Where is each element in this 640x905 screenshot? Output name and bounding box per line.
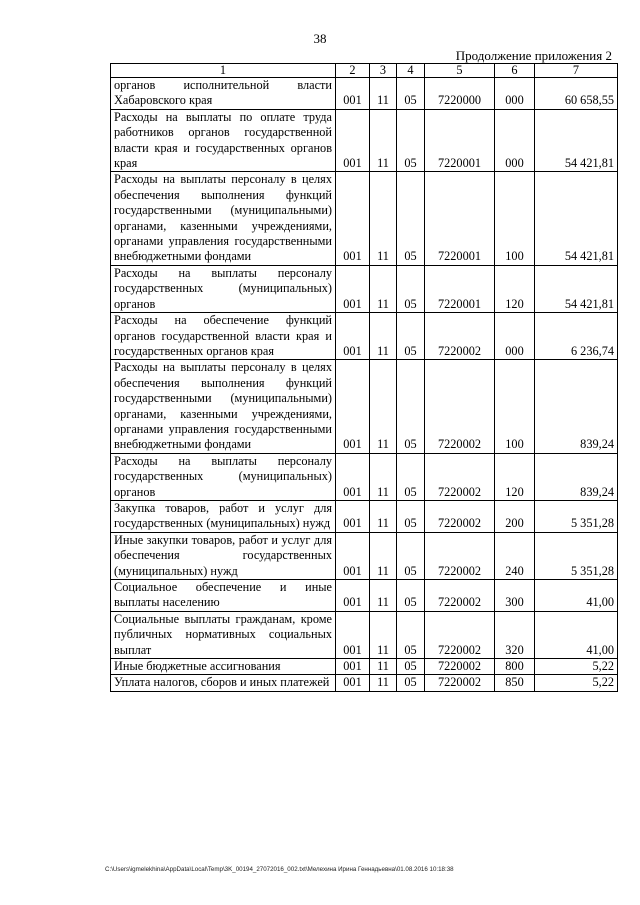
row-expense-type: 000 (495, 78, 535, 110)
row-amount: 54 421,81 (535, 172, 618, 265)
row-code-admin: 001 (336, 360, 370, 453)
file-path-footer: C:\Users\igmelekhina\AppData\Local\Temp\3K_00194_27072016_002.txt\Мелехина Ирина Геннадьевна\01.08.2016 10:18:38 (105, 866, 454, 873)
row-expense-type: 300 (495, 580, 535, 612)
row-amount: 839,24 (535, 453, 618, 500)
row-code-admin: 001 (336, 453, 370, 500)
row-section: 11 (370, 313, 397, 360)
column-header: 5 (425, 64, 495, 78)
budget-table (110, 63, 618, 692)
column-header: 1 (111, 64, 336, 78)
row-name: Иные закупки товаров, работ и услуг для обеспечения государственных (муниципальных) нужд (111, 532, 336, 579)
row-amount: 54 421,81 (535, 265, 618, 312)
table-row (111, 659, 618, 675)
row-amount: 41,00 (535, 580, 618, 612)
row-section: 11 (370, 453, 397, 500)
table-row (111, 78, 618, 110)
row-name: Иные бюджетные ассигнования (111, 659, 336, 675)
table-row (111, 580, 618, 612)
row-amount: 60 658,55 (535, 78, 618, 110)
row-expense-type: 000 (495, 109, 535, 172)
row-section: 11 (370, 532, 397, 579)
row-name: Социальные выплаты гражданам, кроме публичных нормативных социальных выплат (111, 611, 336, 658)
row-target-item: 7220002 (425, 675, 495, 691)
row-target-item: 7220000 (425, 78, 495, 110)
row-subsection: 05 (397, 532, 425, 579)
row-section: 11 (370, 172, 397, 265)
table-row (111, 172, 618, 265)
row-target-item: 7220002 (425, 659, 495, 675)
row-subsection: 05 (397, 453, 425, 500)
row-code-admin: 001 (336, 313, 370, 360)
column-header: 2 (336, 64, 370, 78)
row-name: Расходы на выплаты по оплате труда работников органов государственной власти края и государственных органов края (111, 109, 336, 172)
row-target-item: 7220002 (425, 313, 495, 360)
row-target-item: 7220002 (425, 532, 495, 579)
row-expense-type: 200 (495, 500, 535, 532)
page-number: 38 (313, 31, 327, 46)
row-expense-type: 240 (495, 532, 535, 579)
row-name: Уплата налогов, сборов и иных платежей (111, 675, 336, 691)
table-row (111, 109, 618, 172)
row-amount: 5,22 (535, 675, 618, 691)
row-subsection: 05 (397, 675, 425, 691)
row-amount: 5,22 (535, 659, 618, 675)
row-target-item: 7220002 (425, 611, 495, 658)
row-subsection: 05 (397, 611, 425, 658)
row-subsection: 05 (397, 360, 425, 453)
row-subsection: 05 (397, 265, 425, 312)
table-row (111, 500, 618, 532)
row-section: 11 (370, 500, 397, 532)
row-code-admin: 001 (336, 611, 370, 658)
table-header-row (111, 64, 618, 78)
row-section: 11 (370, 78, 397, 110)
appendix-caption: Продолжение приложения 2 (455, 48, 612, 63)
row-amount: 839,24 (535, 360, 618, 453)
row-expense-type: 120 (495, 453, 535, 500)
row-amount: 5 351,28 (535, 500, 618, 532)
row-code-admin: 001 (336, 675, 370, 691)
row-expense-type: 800 (495, 659, 535, 675)
table-row (111, 313, 618, 360)
row-subsection: 05 (397, 78, 425, 110)
row-subsection: 05 (397, 500, 425, 532)
row-name: Расходы на выплаты персоналу в целях обеспечения выполнения функций государственными (муниципальными) органами, казенными учреждениями, органами управления государственными внебюджетными фондами (111, 360, 336, 453)
table-row (111, 611, 618, 658)
row-code-admin: 001 (336, 78, 370, 110)
row-section: 11 (370, 611, 397, 658)
row-name: Социальное обеспечение и иные выплаты населению (111, 580, 336, 612)
table-row (111, 453, 618, 500)
row-target-item: 7220001 (425, 109, 495, 172)
row-section: 11 (370, 659, 397, 675)
row-code-admin: 001 (336, 500, 370, 532)
row-expense-type: 850 (495, 675, 535, 691)
row-section: 11 (370, 109, 397, 172)
table-row (111, 360, 618, 453)
row-amount: 54 421,81 (535, 109, 618, 172)
row-section: 11 (370, 360, 397, 453)
row-section: 11 (370, 265, 397, 312)
row-name: органов исполнительной власти Хабаровского края (111, 78, 336, 110)
row-target-item: 7220002 (425, 360, 495, 453)
row-section: 11 (370, 675, 397, 691)
row-target-item: 7220002 (425, 580, 495, 612)
row-expense-type: 100 (495, 172, 535, 265)
row-amount: 6 236,74 (535, 313, 618, 360)
row-name: Расходы на обеспечение функций органов государственной власти края и государственных органов края (111, 313, 336, 360)
row-amount: 5 351,28 (535, 532, 618, 579)
row-name: Расходы на выплаты персоналу государственных (муниципальных) органов (111, 265, 336, 312)
row-code-admin: 001 (336, 172, 370, 265)
row-name: Расходы на выплаты персоналу в целях обеспечения выполнения функций государственными (муниципальными) органами, казенными учреждениями, органами управления государственными внебюджетными фондами (111, 172, 336, 265)
row-subsection: 05 (397, 172, 425, 265)
row-name: Расходы на выплаты персоналу государственных (муниципальных) органов (111, 453, 336, 500)
row-expense-type: 320 (495, 611, 535, 658)
column-header: 3 (370, 64, 397, 78)
row-subsection: 05 (397, 109, 425, 172)
table-row (111, 675, 618, 691)
row-target-item: 7220001 (425, 172, 495, 265)
row-code-admin: 001 (336, 109, 370, 172)
row-expense-type: 000 (495, 313, 535, 360)
row-expense-type: 120 (495, 265, 535, 312)
row-target-item: 7220002 (425, 453, 495, 500)
row-name: Закупка товаров, работ и услуг для государственных (муниципальных) нужд (111, 500, 336, 532)
row-subsection: 05 (397, 580, 425, 612)
row-expense-type: 100 (495, 360, 535, 453)
row-code-admin: 001 (336, 265, 370, 312)
column-header: 4 (397, 64, 425, 78)
row-subsection: 05 (397, 659, 425, 675)
row-target-item: 7220001 (425, 265, 495, 312)
table-row (111, 532, 618, 579)
row-code-admin: 001 (336, 580, 370, 612)
row-target-item: 7220002 (425, 500, 495, 532)
column-header: 7 (535, 64, 618, 78)
table-row (111, 265, 618, 312)
row-code-admin: 001 (336, 532, 370, 579)
row-section: 11 (370, 580, 397, 612)
row-subsection: 05 (397, 313, 425, 360)
column-header: 6 (495, 64, 535, 78)
row-code-admin: 001 (336, 659, 370, 675)
row-amount: 41,00 (535, 611, 618, 658)
